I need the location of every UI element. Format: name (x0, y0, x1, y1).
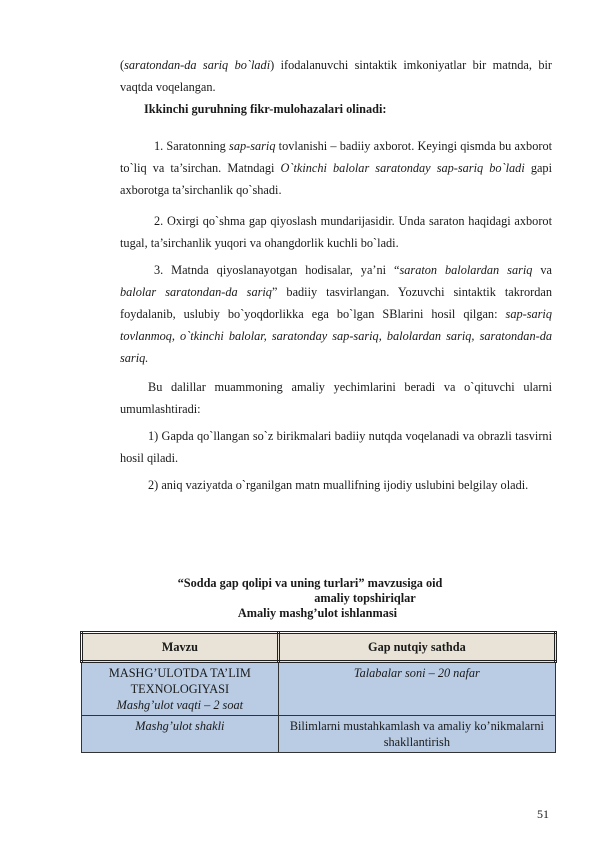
task-title-line2: amaliy topshiriqlar (314, 591, 416, 605)
text-run: 1. Saratonning (154, 139, 230, 153)
table-row (82, 662, 556, 716)
table-header-cell: Mavzu (82, 633, 279, 662)
paragraph-intro (120, 54, 552, 98)
task-title-line1: “Sodda gap qolipi va uning turlari” mavzusiga oid (177, 576, 443, 590)
table-cell: Mashg’ulot shakli (82, 716, 279, 753)
italic-phrase: balolar saratondan-da sariq (120, 285, 272, 299)
paragraph-conclusion-1: 1) Gapda qo`llangan so`z birikmalari badiiy nutqda voqelanadi va obrazli tasvirni hosil qiladi. (120, 429, 552, 465)
table-row (82, 716, 556, 753)
page-number: 51 (537, 807, 549, 821)
table-cell: Bilimlarni mustahkamlash va amaliy ko’nikmalarni shakllantirish (278, 716, 555, 753)
lesson-plan-table (80, 631, 557, 753)
table-header-row (82, 633, 556, 662)
italic-phrase: saraton balolardan sariq (399, 263, 533, 277)
section-heading: Ikkinchi guruhning fikr-mulohazalari olinadi: (144, 102, 387, 116)
text-run: ) ifodalanuvchi sintaktik imkoniyatlar bir matnda, bir vaqtda voqelangan. (120, 58, 553, 94)
italic-phrase: sap-sariq (229, 139, 276, 153)
table-header-cell: Gap nutqiy sathda (278, 633, 555, 662)
table-cell (82, 662, 279, 716)
text-run: tovlanishi – badiiy axborot. Keyingi qismda bu axborot to`liq va ta’sirchan. Matndagi (120, 139, 553, 175)
paragraph-point-1 (120, 135, 552, 201)
text-run: 3. Matnda qiyoslanayotgan hodisalar, ya’ni “ (154, 263, 400, 277)
cell-text: MASHG’ULOTDA TA’LIM TEXNOLOGIYASI (108, 666, 251, 696)
paragraph-conclusion-2: 2) aniq vaziyatda o`rganilgan matn muallifning ijodiy uslubini belgilay oladi. (148, 478, 529, 492)
italic-phrase: sap-sariq tovlanmoq, o`tkinchi balolar, saratonday sap-sariq, balolardan sariq, saratondan-da sariq. (120, 307, 552, 365)
text-run: gapi axborotga ta’sirchanlik qo`shadi. (120, 161, 552, 197)
paragraph-point-2: 2. Oxirgi qo`shma gap qiyoslash mundarijasidir. Unda saraton haqidagi axborot tugal, ta’sirchanlik yuqori va ohangdorlik kuchli bo`ladi. (120, 214, 552, 250)
text-run: va (532, 263, 553, 277)
paragraph-point-3 (120, 259, 552, 369)
table-cell: Talabalar soni – 20 nafar (278, 662, 555, 716)
italic-phrase: saratondan-da sariq bo`ladi (124, 58, 271, 72)
paragraph-summary: Bu dalillar muammoning amaliy yechimlarini beradi va o`qituvchi ularni umumlashtiradi: (120, 380, 552, 416)
text-run: ” badiiy tasvirlangan. Yozuvchi sintaktik takrordan foydalanib, uslubiy bo`yoqdorlikka ega bo`lgan SBlarini hosil qilgan: (120, 285, 552, 321)
cell-text-italic: Mashg’ulot vaqti – 2 soat (116, 698, 244, 712)
task-title-line3: Amaliy mashg’ulot ishlanmasi (237, 606, 398, 620)
italic-phrase: O`tkinchi balolar saratonday sap-sariq bo`ladi (280, 161, 525, 175)
text-run: ( (120, 58, 125, 72)
